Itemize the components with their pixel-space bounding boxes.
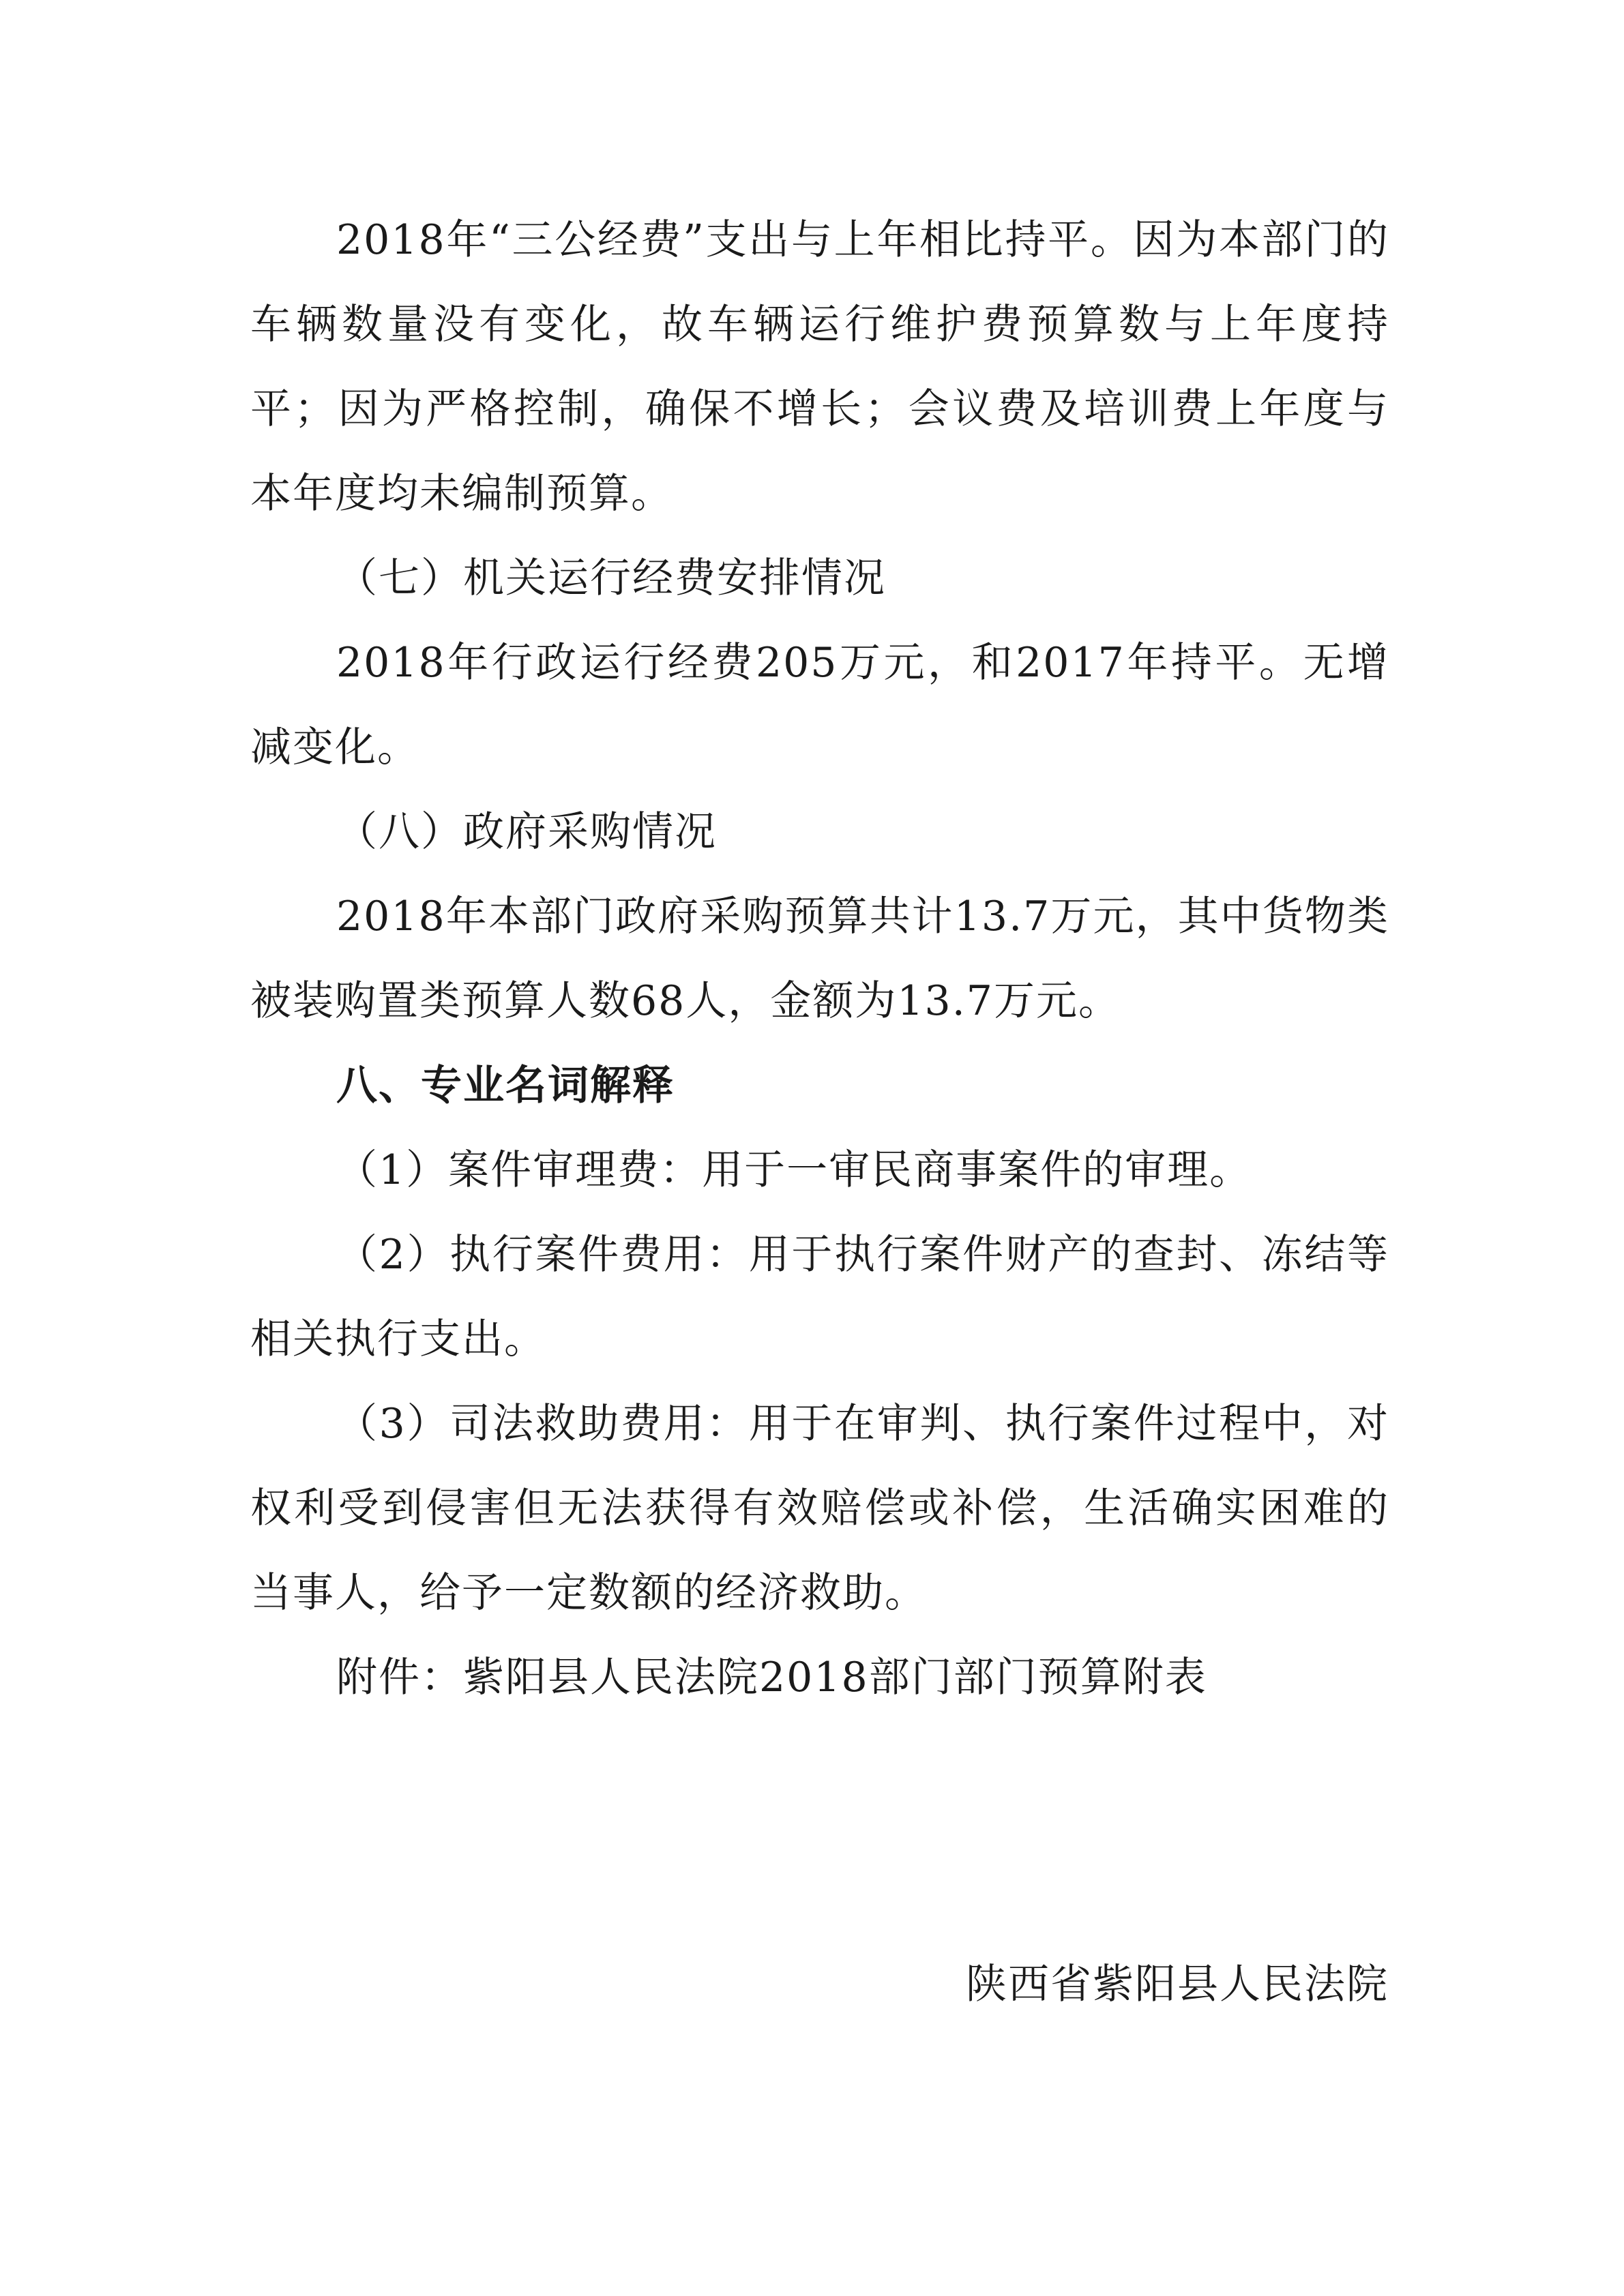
- paragraph-three-public-expenses: 2018年“三公经费”支出与上年相比持平。因为本部门的车辆数量没有变化，故车辆运行维护费预算数与上年度持平；因为严格控制，确保不增长；会议费及培训费上年度与本年度均未编制预算。: [250, 216, 1389, 518]
- signature-court-name: 陕西省紫阳县人民法院: [966, 1960, 1389, 2008]
- document-body: [250, 198, 1389, 1720]
- term-enforcement-fee: （2）执行案件费用：用于执行案件财产的查封、冻结等相关执行支出。: [250, 1231, 1389, 1363]
- subheading-government-procurement: （八）政府采购情况: [336, 808, 717, 856]
- subheading-office-operation-funds: （七）机关运行经费安排情况: [336, 554, 886, 602]
- term-judicial-aid-fee: （3）司法救助费用：用于在审判、执行案件过程中，对权利受到侵害但无法获得有效赔偿或补偿，生活确实困难的当事人，给予一定数额的经济救助。: [250, 1400, 1389, 1617]
- term-case-trial-fee: （1）案件审理费：用于一审民商事案件的审理。: [336, 1146, 1252, 1194]
- paragraph-procurement-budget: 2018年本部门政府采购预算共计13.7万元，其中货物类被装购置类预算人数68人，金额为13.7万元。: [250, 893, 1389, 1025]
- paragraph-administrative-funds: 2018年行政运行经费205万元，和2017年持平。无增减变化。: [250, 639, 1389, 771]
- section-heading-terms: 八、专业名词解释: [336, 1062, 675, 1109]
- attachment-note: 附件：紫阳县人民法院2018部门部门预算附表: [336, 1654, 1207, 1701]
